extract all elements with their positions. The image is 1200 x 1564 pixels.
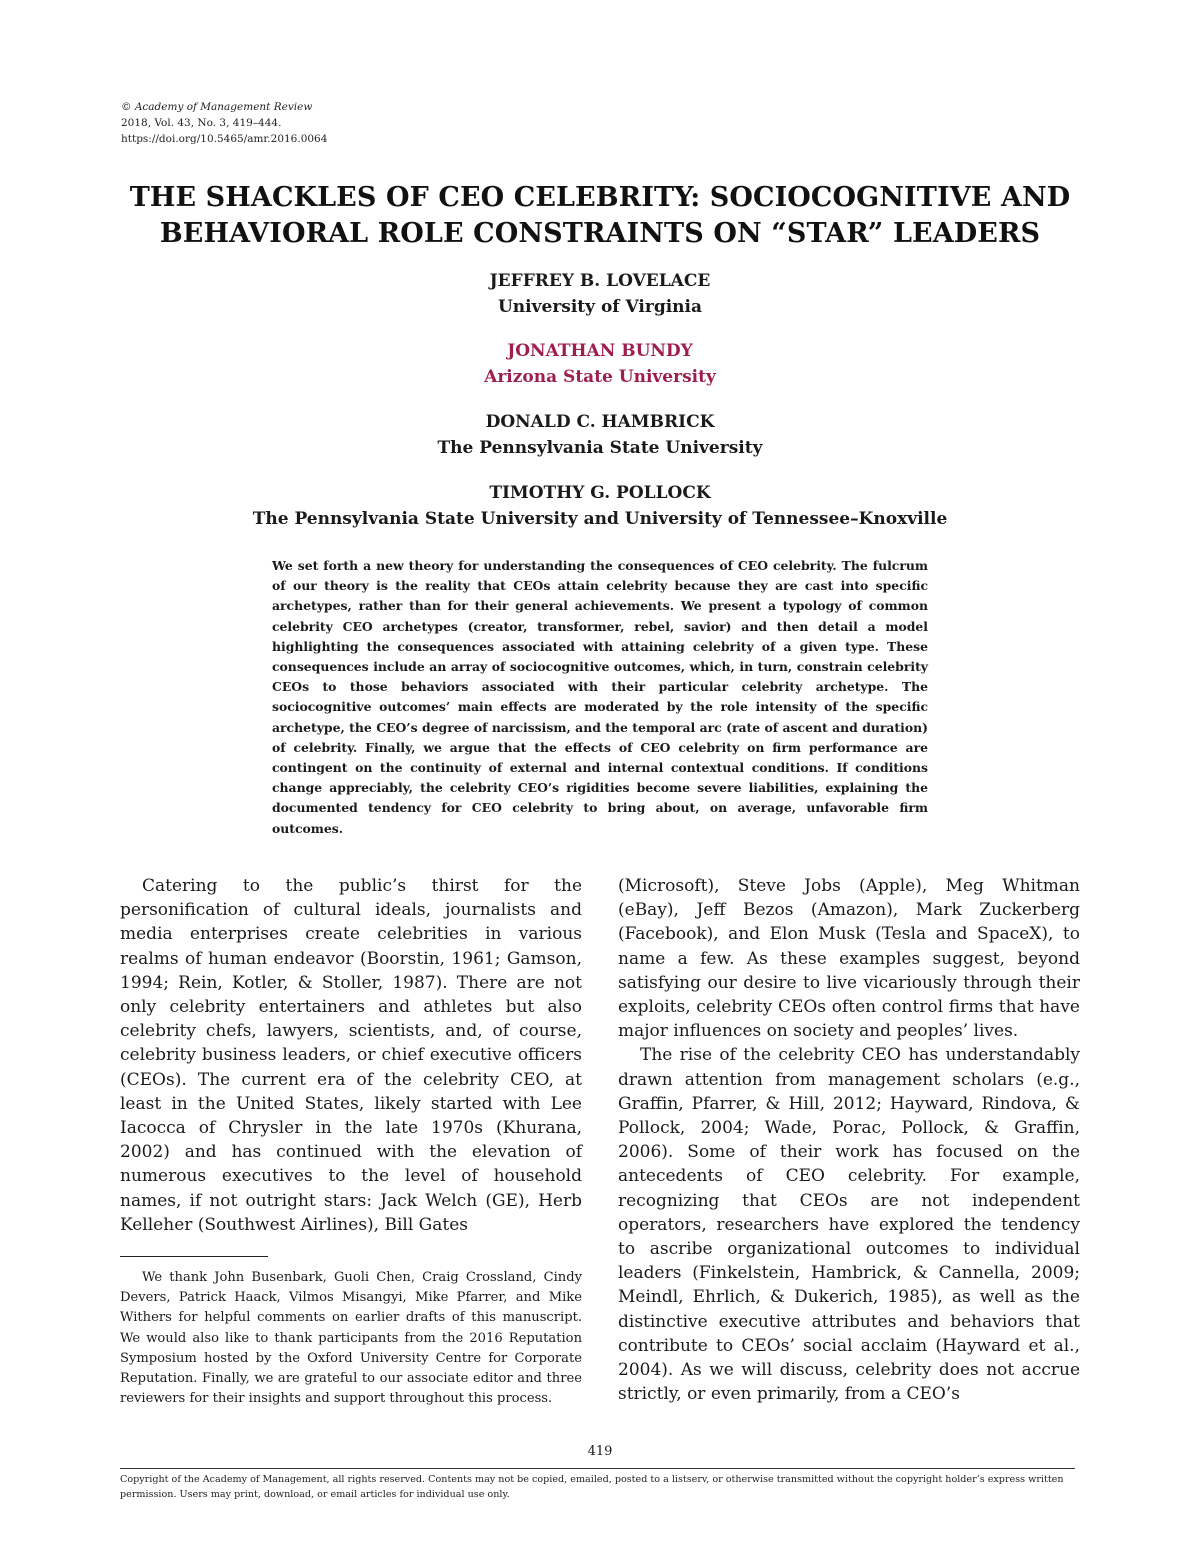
- page-number: 419: [587, 1444, 613, 1459]
- article-title: THE SHACKLES OF CEO CELEBRITY: SOCIOCOGNITIVE AND BEHAVIORAL ROLE CONSTRAINTS ON “STAR” LEADERS: [129, 182, 1071, 249]
- copyright-divider: [120, 1468, 1075, 1469]
- body-paragraph: Catering to the public’s thirst for the personification of cultural ideals, journalists and media enterprises create celebrities in various realms of human endeavor (Boorstin, 1961; Gamson, 1994; Rein, Kotler, & Stoller, 1987). There are not only celebrity entertainers and athletes but also celebrity chefs, lawyers, scientists, and, of course, celebrity business leaders, or chief executive officers (CEOs). The current era of the celebrity CEO, at least in the United States, likely started with Lee Iacocca of Chrysler in the late 1970s (Khurana, 2002) and has continued with the elevation of numerous executives to the level of household names, if not outright stars: Jack Welch (GE), Herb Kelleher (Southwest Airlines), Bill Gates: [120, 876, 582, 1235]
- journal-masthead: [121, 99, 327, 147]
- abstract: We set forth a new theory for understanding the consequences of CEO celebrity. The fulcrum of our theory is the reality that CEOs attain celebrity because they are cast into specific archetypes, rather than for their general achievements. We present a typology of common celebrity CEO archetypes (creator, transformer, rebel, savior) and then detail a model highlighting the consequences associated with attaining celebrity of a given type. These consequences include an array of sociocognitive outcomes, which, in turn, constrain celebrity CEOs to those behaviors associated with their particular celebrity archetype. The sociocognitive outcomes’ main effects are moderated by the role intensity of the specific archetype, the CEO’s degree of narcissism, and the temporal arc (rate of ascent and duration) of celebrity. Finally, we argue that the effects of CEO celebrity on firm performance are contingent on the continuity of external and internal contextual conditions. If conditions change appreciably, the celebrity CEO’s rigidities become severe liabilities, explaining the documented tendency for CEO celebrity to bring about, on average, unfavorable firm outcomes.: [272, 558, 928, 836]
- author-affiliation: Arizona State University: [484, 367, 716, 387]
- author-affiliation: The Pennsylvania State University: [437, 438, 763, 458]
- author-block[interactable]: [120, 338, 1080, 390]
- author-name: JEFFREY B. LOVELACE: [489, 271, 711, 291]
- author-name: TIMOTHY G. POLLOCK: [489, 483, 711, 503]
- body-paragraph: (Microsoft), Steve Jobs (Apple), Meg Whitman (eBay), Jeff Bezos (Amazon), Mark Zuckerberg (Facebook), and Elon Musk (Tesla and SpaceX), to name a few. As these examples suggest, beyond satisfying our desire to live vicariously through their exploits, celebrity CEOs often control firms that have major influences on society and peoples’ lives.: [618, 876, 1080, 1042]
- author-block: [120, 480, 1080, 532]
- copyright-notice: Copyright of the Academy of Management, all rights reserved. Contents may not be copied, emailed, posted to a listserv, or otherwise transmitted without the copyright holder’s express written permission. Users may print, download, or email articles for individual use only.: [120, 1474, 1064, 1500]
- doi-link[interactable]: https://doi.org/10.5465/amr.2016.0064: [121, 133, 328, 145]
- author-affiliation: University of Virginia: [497, 297, 703, 317]
- body-column-left: [120, 874, 582, 1237]
- acknowledgment-footnote: We thank John Busenbark, Guoli Chen, Craig Crossland, Cindy Devers, Patrick Haack, Vilmos Misangyi, Mike Pfarrer, and Mike Withers for helpful comments on earlier drafts of this manuscript. We would also like to thank participants from the 2016 Reputation Symposium hosted by the Oxford University Centre for Corporate Reputation. Finally, we are grateful to our associate editor and three reviewers for their insights and support throughout this process.: [120, 1270, 582, 1407]
- author-name-link[interactable]: JONATHAN BUNDY: [507, 341, 693, 361]
- journal-name: © Academy of Management Review: [121, 101, 313, 113]
- volume-info: 2018, Vol. 43, No. 3, 419–444.: [121, 117, 282, 129]
- author-affiliation: The Pennsylvania State University and University of Tennessee–Knoxville: [252, 509, 948, 529]
- body-column-right: [618, 874, 1080, 1406]
- author-block: [120, 409, 1080, 461]
- author-name: DONALD C. HAMBRICK: [485, 412, 715, 432]
- author-block: [120, 268, 1080, 320]
- body-paragraph: The rise of the celebrity CEO has understandably drawn attention from management scholars (e.g., Graffin, Pfarrer, & Hill, 2012; Hayward, Rindova, & Pollock, 2004; Wade, Porac, Pollock, & Graffin, 2006). Some of their work has focused on the antecedents of CEO celebrity. For example, recognizing that CEOs are not independent operators, researchers have explored the tendency to ascribe organizational outcomes to individual leaders (Finkelstein, Hambrick, & Cannella, 2009; Meindl, Ehrlich, & Dukerich, 1985), as well as the distinctive executive attributes and behaviors that contribute to CEOs’ social acclaim (Hayward et al., 2004). As we will discuss, celebrity does not accrue strictly, or even primarily, from a CEO’s: [618, 1045, 1080, 1405]
- footnote-divider: [120, 1256, 268, 1257]
